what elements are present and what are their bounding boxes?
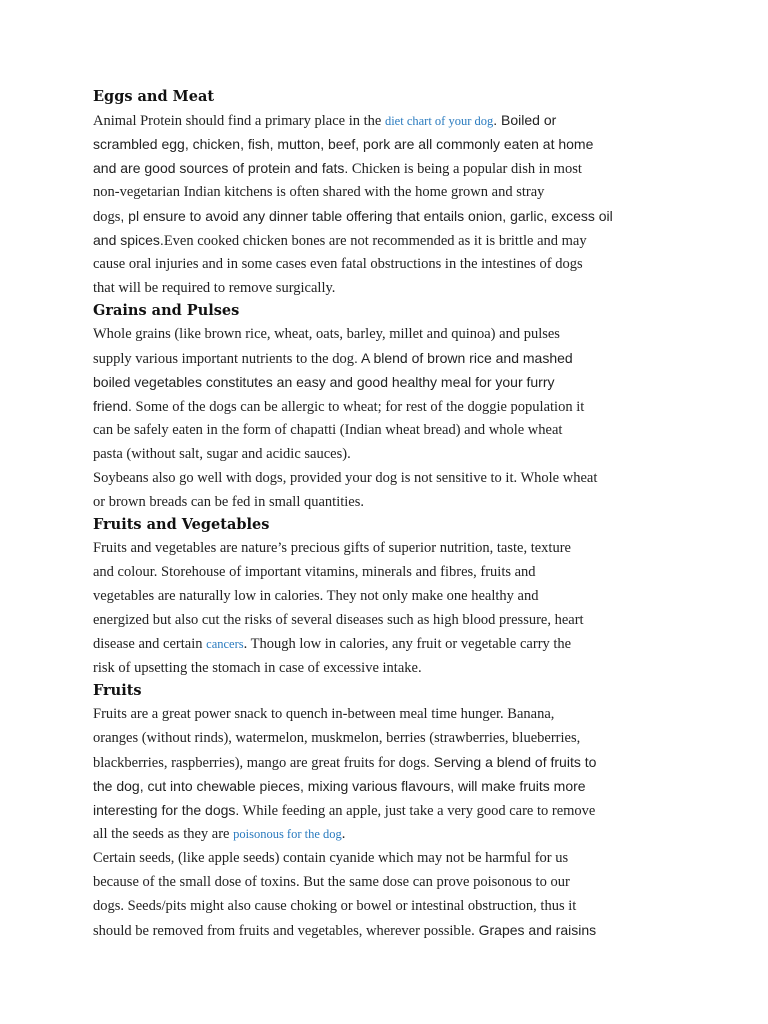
- paragraph-line: [93, 750, 683, 774]
- text-span: Even cooked chicken bones are not recommended as it is brittle and may: [163, 233, 587, 249]
- text-span: Animal Protein should find a primary place in the: [93, 113, 385, 129]
- text-span: .: [341, 826, 346, 842]
- heading-fruits: Fruits: [93, 682, 142, 699]
- paragraph-line: dogs. Seeds/pits might also cause choking or bowel or intestinal obstruction, thus it: [93, 898, 577, 914]
- text-span: . Boiled or: [493, 112, 557, 128]
- paragraph-line: non-vegetarian Indian kitchens is often shared with the home grown and stray: [93, 184, 545, 200]
- link-poisonous-for-the-dog[interactable]: poisonous for the dog: [233, 827, 342, 841]
- paragraph-line: [93, 798, 683, 822]
- paragraph-line: Certain seeds, (like apple seeds) contain cyanide which may not be harmful for us: [93, 850, 569, 866]
- document-body: [93, 86, 683, 942]
- text-span: disease and certain: [93, 636, 207, 652]
- paragraph-line: that will be required to remove surgically.: [93, 280, 336, 296]
- text-span: dogs: [93, 209, 121, 225]
- text-span: and spices.: [93, 232, 164, 248]
- paragraph-line: the dog, cut into chewable pieces, mixing various flavours, will make fruits more: [93, 778, 586, 794]
- text-span: all the seeds as they are: [93, 826, 234, 842]
- text-span: should be removed from fruits and vegetables, wherever possible.: [93, 923, 475, 939]
- paragraph-line: [93, 918, 683, 942]
- text-span: supply various important nutrients to the dog: [93, 351, 354, 367]
- heading-eggs-and-meat: Eggs and Meat: [93, 88, 215, 105]
- paragraph-line: Fruits and vegetables are nature’s precious gifts of superior nutrition, taste, texture: [93, 540, 571, 556]
- paragraph-line: [93, 156, 683, 180]
- text-span: . Serving a blend of fruits to: [425, 754, 597, 770]
- text-span: While feeding an apple, just take a very good care to remove: [239, 803, 596, 819]
- paragraph-line: [93, 228, 683, 252]
- paragraph-line: scrambled egg, chicken, fish, mutton, beef, pork are all commonly eaten at home: [93, 136, 594, 152]
- paragraph-line: Whole grains (like brown rice, wheat, oats, barley, millet and quinoa) and pulses: [93, 326, 560, 342]
- text-span: . Though low in calories, any fruit or vegetable carry the: [243, 636, 572, 652]
- paragraph-line: [93, 822, 683, 846]
- text-span: interesting for the dogs.: [93, 802, 240, 818]
- text-span: , pl ensure to avoid any dinner table offering that entails onion, garlic, excess oil: [120, 208, 613, 224]
- text-span: friend.: [93, 398, 132, 414]
- text-span: Chicken is being a popular dish in most: [348, 161, 582, 177]
- paragraph-line: [93, 346, 683, 370]
- link-cancers[interactable]: cancers: [206, 637, 244, 651]
- text-span: and are good sources of protein and fats.: [93, 160, 349, 176]
- paragraph-line: and colour. Storehouse of important vitamins, minerals and fibres, fruits and: [93, 564, 536, 580]
- paragraph-line: vegetables are naturally low in calories. They not only make one healthy and: [93, 588, 539, 604]
- text-span: . A blend of brown rice and mashed: [353, 350, 573, 366]
- paragraph-line: boiled vegetables constitutes an easy and good healthy meal for your furry: [93, 374, 555, 390]
- paragraph-line: pasta (without salt, sugar and acidic sauces).: [93, 446, 351, 462]
- paragraph-line: oranges (without rinds), watermelon, muskmelon, berries (strawberries, blueberries,: [93, 730, 581, 746]
- paragraph-line: energized but also cut the risks of several diseases such as high blood pressure, heart: [93, 612, 584, 628]
- text-span: blackberries, raspberries), mango are great fruits for dogs: [93, 755, 426, 771]
- heading-grains-and-pulses: Grains and Pulses: [93, 302, 240, 319]
- paragraph-line: cause oral injuries and in some cases even fatal obstructions in the intestines of dogs: [93, 256, 583, 272]
- paragraph-line: can be safely eaten in the form of chapatti (Indian wheat bread) and whole wheat: [93, 422, 563, 438]
- paragraph-line: or brown breads can be fed in small quantities.: [93, 494, 364, 510]
- paragraph-line: [93, 632, 683, 656]
- text-span: Some of the dogs can be allergic to wheat; for rest of the doggie population it: [131, 399, 585, 415]
- heading-fruits-and-vegetables: Fruits and Vegetables: [93, 516, 270, 533]
- paragraph-line: [93, 204, 683, 228]
- link-diet-chart[interactable]: diet chart of your dog: [384, 114, 494, 128]
- paragraph-line: Fruits are a great power snack to quench in-between meal time hunger. Banana,: [93, 706, 555, 722]
- paragraph-line: Soybeans also go well with dogs, provided your dog is not sensitive to it. Whole wheat: [93, 470, 598, 486]
- paragraph-line: risk of upsetting the stomach in case of excessive intake.: [93, 660, 422, 676]
- paragraph-line: because of the small dose of toxins. But the same dose can prove poisonous to our: [93, 874, 570, 890]
- paragraph-line: [93, 108, 683, 132]
- paragraph-line: [93, 394, 683, 418]
- text-span: Grapes and raisins: [474, 922, 597, 938]
